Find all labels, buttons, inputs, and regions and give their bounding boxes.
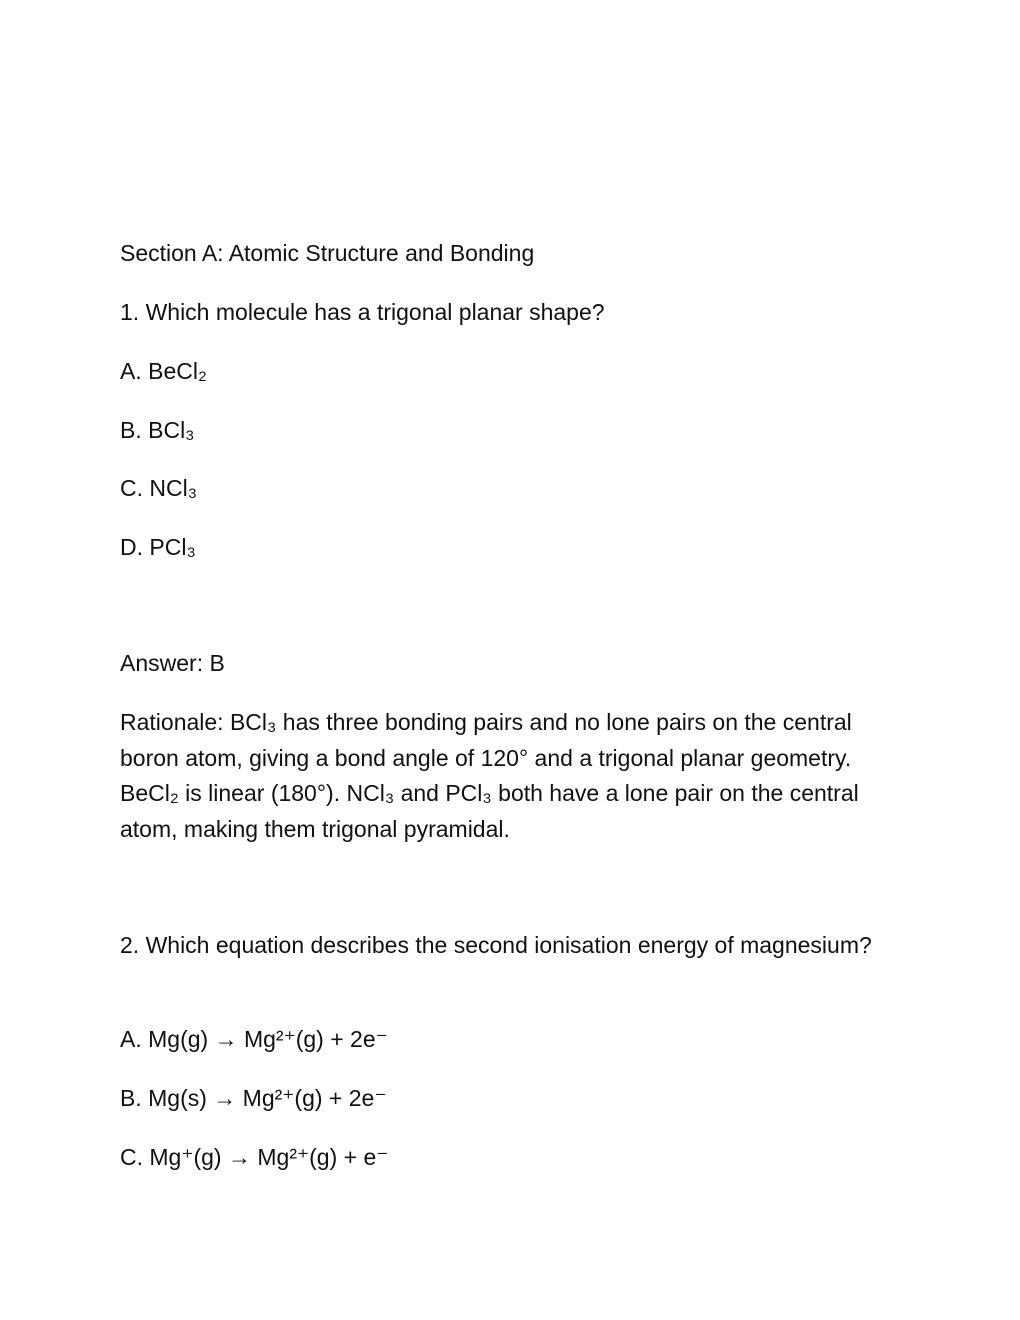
question-1-option-a: A. BeCl₂: [120, 358, 207, 384]
question-2-option-b: B. Mg(s) → Mg²⁺(g) + 2e⁻: [120, 1085, 387, 1111]
question-1-option-d: D. PCl₃: [120, 534, 196, 560]
question-1-option-b: B. BCl₃: [120, 417, 195, 443]
question-2-option-a: A. Mg(g) → Mg²⁺(g) + 2e⁻: [120, 1026, 388, 1052]
question-2-option-c: C. Mg⁺(g) → Mg²⁺(g) + e⁻: [120, 1144, 389, 1170]
question-1-prompt: 1. Which molecule has a trigonal planar shape?: [120, 299, 605, 325]
question-1-answer: Answer: B: [120, 650, 225, 676]
question-1-option-c: C. NCl₃: [120, 475, 198, 501]
question-2-prompt: 2. Which equation describes the second ionisation energy of magnesium?: [120, 932, 872, 958]
section-title: Section A: Atomic Structure and Bonding: [120, 240, 535, 266]
question-1-rationale: Rationale: BCl₃ has three bonding pairs and no lone pairs on the central boron atom, giving a bond angle of 120° and a trigonal planar geometry. BeCl₂ is linear (180°). NCl₃ and PCl₃ both have a lone pair on the central atom, making them trigonal pyramidal.: [120, 709, 859, 842]
